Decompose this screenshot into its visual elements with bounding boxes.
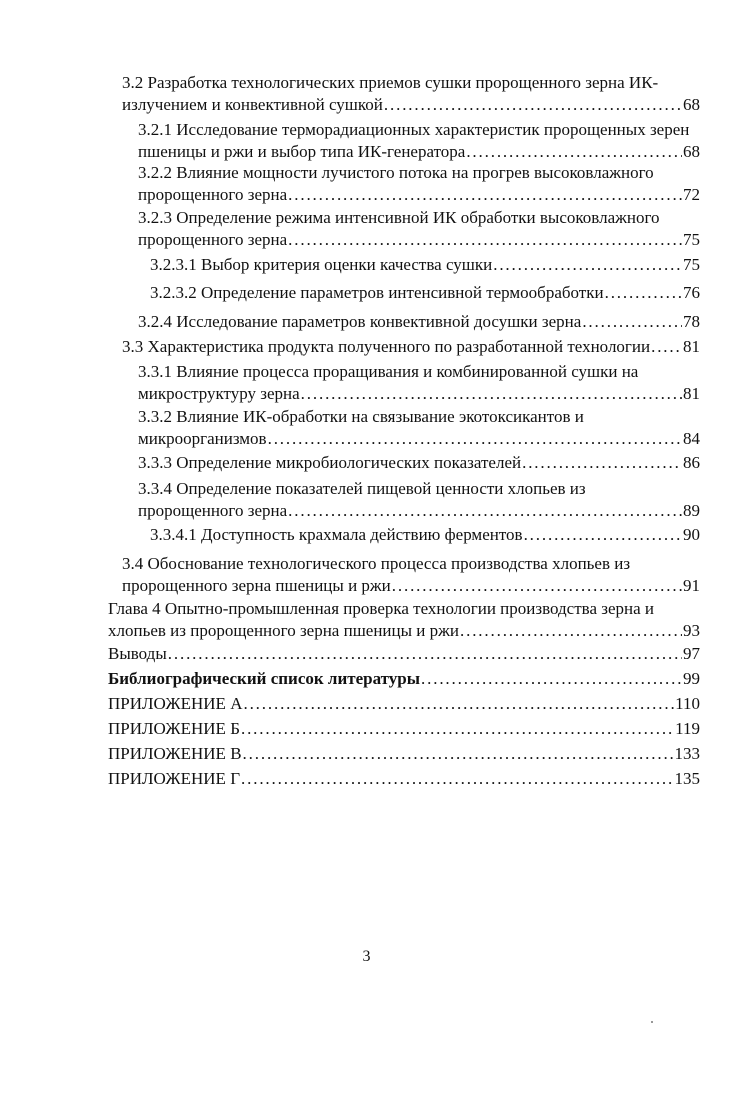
toc-page-number: 110 xyxy=(675,694,700,713)
toc-entry-text-line1: 3.4 Обоснование технологического процесса производства хлопьев из xyxy=(122,554,631,573)
dot-leader xyxy=(651,336,682,358)
dot-leader xyxy=(241,718,674,740)
toc-page-number: 76 xyxy=(683,283,700,302)
dot-leader xyxy=(466,141,682,163)
toc-entry-text: ПРИЛОЖЕНИЕ В xyxy=(108,744,242,763)
toc-entry-text: Библиографический список литературы xyxy=(108,669,421,688)
dot-leader xyxy=(168,643,682,665)
dot-leader xyxy=(288,500,682,522)
toc-page-number: 89 xyxy=(683,501,700,520)
toc-entry-text: 3.2.4 Исследование параметров конвективной досушки зерна xyxy=(138,312,582,331)
dot-leader xyxy=(243,743,674,765)
toc-entry-text-line2: пшеницы и ржи и выбор типа ИК-генератора xyxy=(138,142,466,161)
toc-entry-text-line2: пророщенного зерна xyxy=(138,185,288,204)
toc-entry-text-line2: пророщенного зерна пшеницы и ржи xyxy=(122,576,391,595)
toc-entry-text-line1: 3.2 Разработка технологических приемов сушки пророщенного зерна ИК- xyxy=(122,73,659,92)
toc-entry-text-line2: микроорганизмов xyxy=(138,429,267,448)
toc-entry-text-line1: 3.3.1 Влияние процесса проращивания и комбинированной сушки на xyxy=(138,362,639,381)
dot-leader xyxy=(460,620,682,642)
toc-page-number: 78 xyxy=(683,312,700,331)
dot-leader xyxy=(241,768,673,790)
toc-page-number: 86 xyxy=(683,453,700,472)
toc-entry-text: 3.3 Характеристика продукта полученного по разработанной технологии xyxy=(122,337,651,356)
toc-entry-text-line1: 3.2.2 Влияние мощности лучистого потока на прогрев высоковлажного xyxy=(138,163,654,182)
dot-leader xyxy=(288,229,682,251)
toc-page-number: 97 xyxy=(683,644,700,663)
toc-page-number: 84 xyxy=(683,429,700,448)
toc-entry-text: ПРИЛОЖЕНИЕ Г xyxy=(108,769,241,788)
toc-page-number: 99 xyxy=(683,669,700,688)
dot-leader xyxy=(268,428,682,450)
toc-page-number: 93 xyxy=(683,621,700,640)
toc-entry-text-line1: 3.2.3 Определение режима интенсивной ИК обработки высоковлажного xyxy=(138,208,660,227)
toc-page-number: 133 xyxy=(674,744,700,763)
toc-entry-text-line2: излучением и конвективной сушкой xyxy=(122,95,383,114)
toc-entry-text-line2: пророщенного зерна xyxy=(138,501,288,520)
toc-page-number: 75 xyxy=(683,230,700,249)
toc-page-number: 68 xyxy=(683,142,700,161)
toc-page-number: 135 xyxy=(674,769,700,788)
toc-entry-text-line2: пророщенного зерна xyxy=(138,230,288,249)
toc-entry-text: 3.2.3.1 Выбор критерия оценки качества сушки xyxy=(150,255,493,274)
toc-entry-text-line2: хлопьев из пророщенного зерна пшеницы и ржи xyxy=(108,621,459,640)
toc-entry-text: ПРИЛОЖЕНИЕ А xyxy=(108,694,243,713)
dot-leader xyxy=(392,575,682,597)
toc-entry-text-line1: 3.3.4 Определение показателей пищевой ценности хлопьев из xyxy=(138,479,586,498)
toc-page-number: 90 xyxy=(683,525,700,544)
toc-page-number: 81 xyxy=(683,384,700,403)
toc-entry-text-line1: 3.2.1 Исследование терморадиационных характеристик пророщенных зерен xyxy=(138,120,690,139)
toc-entry-text-line1: Глава 4 Опытно-промышленная проверка технологии производства зерна и xyxy=(108,599,654,618)
dot-leader xyxy=(301,383,682,405)
toc-entry-text: 3.3.3 Определение микробиологических показателей xyxy=(138,453,522,472)
toc-page-number: 81 xyxy=(683,337,700,356)
dot-leader xyxy=(522,452,682,474)
dot-leader xyxy=(243,693,674,715)
dot-leader xyxy=(605,282,682,304)
dot-leader xyxy=(421,668,682,690)
dot-leader xyxy=(384,94,682,116)
scan-speck xyxy=(651,1021,653,1023)
toc-page-number: 91 xyxy=(683,576,700,595)
page-number: 3 xyxy=(362,948,371,965)
dot-leader xyxy=(582,311,682,333)
toc-page-number: 72 xyxy=(683,185,700,204)
dot-leader xyxy=(493,254,682,276)
dot-leader xyxy=(524,524,682,546)
toc-page-number: 119 xyxy=(675,719,700,738)
toc-entry-text-line1: 3.3.2 Влияние ИК-обработки на связывание экотоксикантов и xyxy=(138,407,584,426)
toc-entry-text-line2: микроструктуру зерна xyxy=(138,384,300,403)
toc-page-number: 75 xyxy=(683,255,700,274)
toc-entry-text: 3.2.3.2 Определение параметров интенсивной термообработки xyxy=(150,283,604,302)
toc-entry-text: ПРИЛОЖЕНИЕ Б xyxy=(108,719,240,738)
toc-entry-text: Выводы xyxy=(108,644,167,663)
toc-page-number: 68 xyxy=(683,95,700,114)
toc-entry-text: 3.3.4.1 Доступность крахмала действию ферментов xyxy=(150,525,523,544)
dot-leader xyxy=(288,184,682,206)
